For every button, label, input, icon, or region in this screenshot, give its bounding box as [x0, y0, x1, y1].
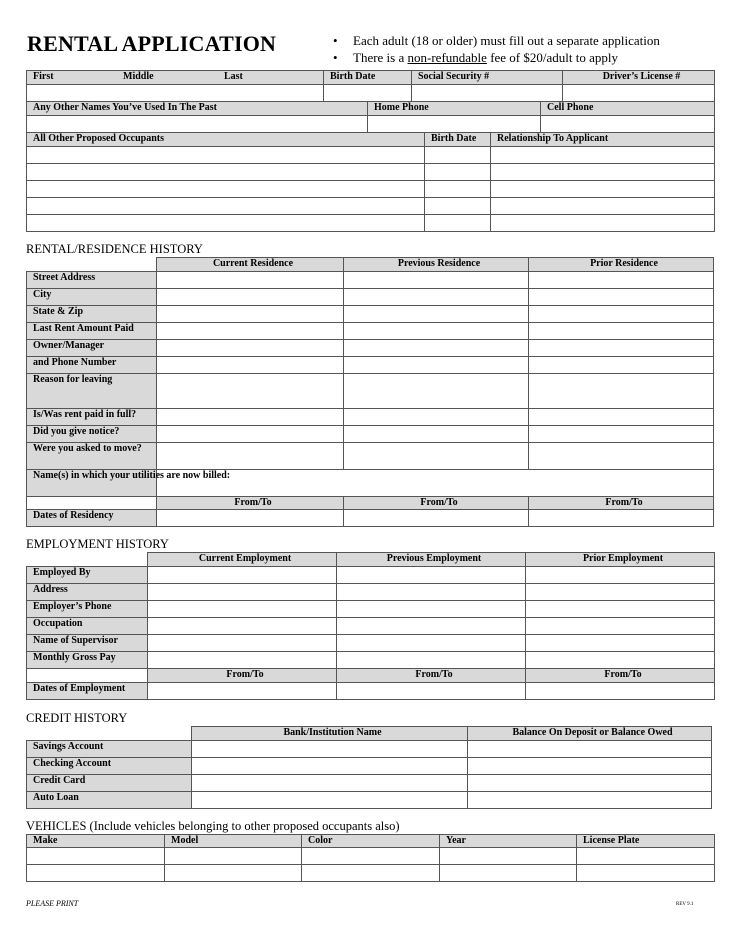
revision-number: REV 9.1	[676, 902, 694, 907]
from-to-header: From/To	[148, 669, 337, 683]
input-cell[interactable]	[192, 741, 468, 758]
input-cell[interactable]	[344, 443, 529, 470]
from-to-header: From/To	[157, 497, 344, 510]
occupant-field[interactable]	[27, 164, 425, 181]
input-cell[interactable]	[337, 635, 526, 652]
row-label: Savings Account	[27, 741, 192, 758]
row-label: Name of Supervisor	[27, 635, 148, 652]
input-cell[interactable]	[344, 323, 529, 340]
relationship-field[interactable]	[491, 198, 715, 215]
instruction-fee: • There is a non-refundable fee of $20/adult to apply	[333, 49, 660, 66]
input-cell[interactable]	[344, 357, 529, 374]
row-label: Occupation	[27, 618, 148, 635]
input-cell[interactable]	[157, 306, 344, 323]
occupant-birth-date-header: Birth Date	[425, 133, 491, 147]
input-cell[interactable]	[529, 374, 714, 409]
input-cell[interactable]	[468, 792, 712, 809]
input-cell[interactable]	[344, 510, 529, 527]
input-cell[interactable]	[165, 865, 302, 882]
name-header: First Middle Last	[27, 71, 324, 85]
occupant-field[interactable]	[27, 147, 425, 164]
occupant-birth-date-field[interactable]	[425, 181, 491, 198]
input-cell[interactable]	[148, 601, 337, 618]
license-field[interactable]	[563, 85, 715, 102]
input-cell[interactable]	[157, 323, 344, 340]
input-cell[interactable]	[529, 357, 714, 374]
input-cell[interactable]	[157, 272, 344, 289]
row-label: Is/Was rent paid in full?	[27, 409, 157, 426]
row-label: Were you asked to move?	[27, 443, 157, 470]
row-label: Did you give notice?	[27, 426, 157, 443]
row-label: Checking Account	[27, 758, 192, 775]
input-cell[interactable]	[344, 374, 529, 409]
relationship-header: Relationship To Applicant	[491, 133, 715, 147]
row-label: Street Address	[27, 272, 157, 289]
relationship-field[interactable]	[491, 215, 715, 232]
input-cell[interactable]	[157, 426, 344, 443]
prior-employment-header: Prior Employment	[526, 553, 715, 567]
input-cell[interactable]	[526, 683, 715, 700]
cell-phone-field[interactable]	[541, 116, 715, 133]
current-residence-header: Current Residence	[157, 258, 344, 272]
input-cell[interactable]	[337, 683, 526, 700]
row-label: Auto Loan	[27, 792, 192, 809]
input-cell[interactable]	[440, 865, 577, 882]
employment-history-table	[26, 552, 715, 700]
ssn-field[interactable]	[412, 85, 563, 102]
previous-residence-header: Previous Residence	[344, 258, 529, 272]
occupants-table	[26, 132, 715, 232]
row-label: Credit Card	[27, 775, 192, 792]
occupant-field[interactable]	[27, 215, 425, 232]
input-cell[interactable]	[344, 409, 529, 426]
input-cell[interactable]	[157, 357, 344, 374]
input-cell[interactable]	[157, 409, 344, 426]
make-header: Make	[27, 835, 165, 848]
rental-history-table	[26, 257, 714, 527]
color-header: Color	[302, 835, 440, 848]
applicant-name-table	[26, 70, 715, 102]
row-label: Name(s) in which your utilities are now billed:	[27, 470, 157, 497]
input-cell[interactable]	[526, 601, 715, 618]
vehicles-table	[26, 834, 715, 882]
input-cell[interactable]	[344, 272, 529, 289]
input-cell[interactable]	[529, 272, 714, 289]
input-cell[interactable]	[344, 306, 529, 323]
from-to-header: From/To	[337, 669, 526, 683]
input-cell[interactable]	[440, 848, 577, 865]
input-cell[interactable]	[157, 340, 344, 357]
input-cell[interactable]	[148, 683, 337, 700]
relationship-field[interactable]	[491, 147, 715, 164]
ssn-header: Social Security #	[412, 71, 563, 85]
model-header: Model	[165, 835, 302, 848]
please-print-note: PLEASE PRINT	[26, 899, 79, 908]
cell-phone-header: Cell Phone	[541, 102, 715, 116]
rental-history-title: RENTAL/RESIDENCE HISTORY	[26, 242, 203, 256]
input-cell[interactable]	[192, 792, 468, 809]
input-cell[interactable]	[157, 289, 344, 306]
row-label: Address	[27, 584, 148, 601]
input-cell[interactable]	[148, 584, 337, 601]
input-cell[interactable]	[468, 741, 712, 758]
input-cell[interactable]	[468, 775, 712, 792]
row-label: Employed By	[27, 567, 148, 584]
input-cell[interactable]	[337, 601, 526, 618]
input-cell[interactable]	[337, 652, 526, 669]
input-cell[interactable]	[165, 848, 302, 865]
input-cell[interactable]	[344, 340, 529, 357]
row-label: and Phone Number	[27, 357, 157, 374]
input-cell[interactable]	[192, 775, 468, 792]
input-cell[interactable]	[526, 618, 715, 635]
input-cell[interactable]	[337, 584, 526, 601]
row-label: Monthly Gross Pay	[27, 652, 148, 669]
other-names-field[interactable]	[27, 116, 368, 133]
employment-history-title: EMPLOYMENT HISTORY	[26, 537, 169, 551]
current-employment-header: Current Employment	[148, 553, 337, 567]
dates-of-residency-label: Dates of Residency	[27, 510, 157, 527]
year-header: Year	[440, 835, 577, 848]
occupant-field[interactable]	[27, 181, 425, 198]
input-cell[interactable]	[157, 443, 344, 470]
input-cell[interactable]	[148, 635, 337, 652]
input-cell[interactable]	[192, 758, 468, 775]
credit-history-title: CREDIT HISTORY	[26, 711, 128, 725]
occupant-field[interactable]	[27, 198, 425, 215]
home-phone-header: Home Phone	[368, 102, 541, 116]
license-header: Driver’s License #	[563, 71, 715, 85]
input-cell[interactable]	[344, 426, 529, 443]
birth-date-field[interactable]	[324, 85, 412, 102]
input-cell[interactable]	[526, 567, 715, 584]
input-cell[interactable]	[529, 510, 714, 527]
previous-employment-header: Previous Employment	[337, 553, 526, 567]
instruction-separate-application: • Each adult (18 or older) must fill out a separate application	[333, 32, 660, 49]
balance-header: Balance On Deposit or Balance Owed	[468, 727, 712, 741]
credit-history-table	[26, 726, 712, 809]
input-cell[interactable]	[337, 618, 526, 635]
row-label: Last Rent Amount Paid	[27, 323, 157, 340]
birth-date-header: Birth Date	[324, 71, 412, 85]
occupant-birth-date-field[interactable]	[425, 215, 491, 232]
bank-name-header: Bank/Institution Name	[192, 727, 468, 741]
input-cell[interactable]	[148, 652, 337, 669]
from-to-header: From/To	[344, 497, 529, 510]
name-field[interactable]	[27, 85, 324, 102]
form-title: RENTAL APPLICATION	[27, 31, 277, 56]
dates-of-employment-label: Dates of Employment	[27, 683, 148, 700]
input-cell[interactable]	[157, 374, 344, 409]
input-cell[interactable]	[148, 567, 337, 584]
input-cell[interactable]	[148, 618, 337, 635]
relationship-field[interactable]	[491, 164, 715, 181]
row-label: Reason for leaving	[27, 374, 157, 409]
home-phone-field[interactable]	[368, 116, 541, 133]
prior-residence-header: Prior Residence	[529, 258, 714, 272]
row-label: Owner/Manager	[27, 340, 157, 357]
input-cell[interactable]	[529, 289, 714, 306]
input-cell[interactable]	[529, 323, 714, 340]
occupants-header: All Other Proposed Occupants	[27, 133, 425, 147]
input-cell[interactable]	[529, 409, 714, 426]
other-names-header: Any Other Names You’ve Used In The Past	[27, 102, 368, 116]
input-cell[interactable]	[302, 848, 440, 865]
input-cell[interactable]	[27, 848, 165, 865]
input-cell[interactable]	[344, 289, 529, 306]
instructions-list	[333, 32, 660, 66]
input-cell[interactable]	[529, 426, 714, 443]
input-cell[interactable]	[27, 865, 165, 882]
occupant-birth-date-field[interactable]	[425, 164, 491, 181]
input-cell[interactable]	[529, 443, 714, 470]
input-cell[interactable]	[526, 652, 715, 669]
input-cell[interactable]	[302, 865, 440, 882]
applicant-contact-table	[26, 101, 715, 133]
utilities-input[interactable]	[157, 470, 714, 497]
occupant-birth-date-field[interactable]	[425, 198, 491, 215]
row-label: Employer’s Phone	[27, 601, 148, 618]
from-to-header: From/To	[526, 669, 715, 683]
input-cell[interactable]	[529, 340, 714, 357]
row-label: City	[27, 289, 157, 306]
occupant-birth-date-field[interactable]	[425, 147, 491, 164]
input-cell[interactable]	[526, 584, 715, 601]
non-refundable-text: non-refundable	[407, 50, 487, 65]
vehicles-title: VEHICLES (Include vehicles belonging to other proposed occupants also)	[26, 819, 400, 833]
input-cell[interactable]	[468, 758, 712, 775]
input-cell[interactable]	[526, 635, 715, 652]
input-cell[interactable]	[577, 848, 715, 865]
input-cell[interactable]	[337, 567, 526, 584]
input-cell[interactable]	[577, 865, 715, 882]
license-plate-header: License Plate	[577, 835, 715, 848]
relationship-field[interactable]	[491, 181, 715, 198]
input-cell[interactable]	[529, 306, 714, 323]
input-cell[interactable]	[157, 510, 344, 527]
row-label: State & Zip	[27, 306, 157, 323]
from-to-header: From/To	[529, 497, 714, 510]
